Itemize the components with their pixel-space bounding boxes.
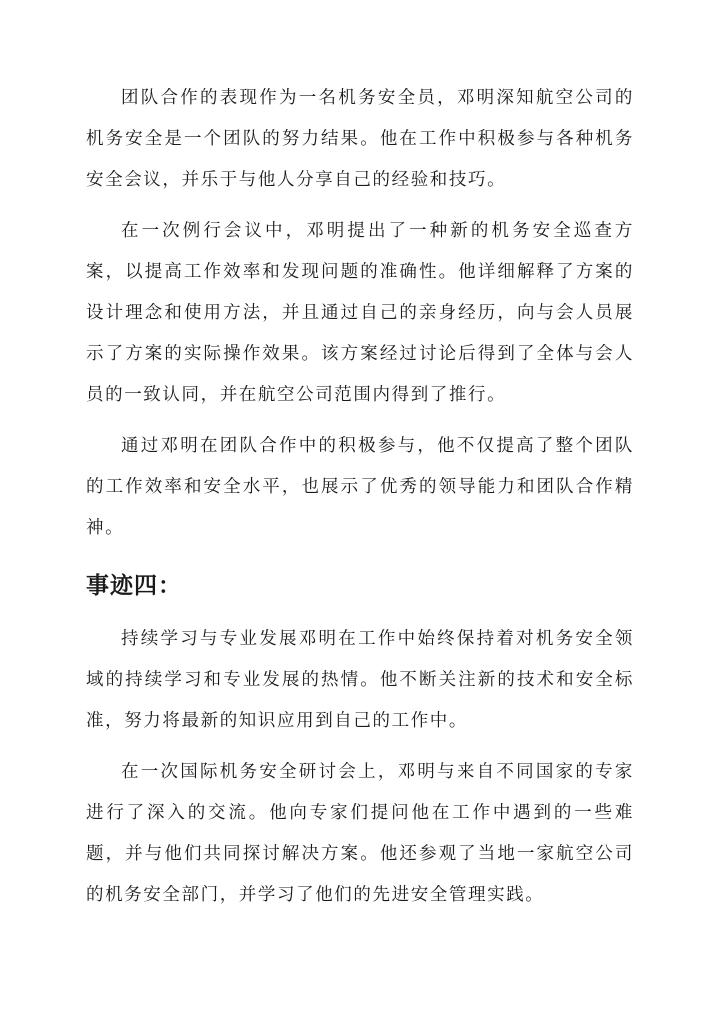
paragraph-international-seminar: 在一次国际机务安全研讨会上，邓明与来自不同国家的专家进行了深入的交流。他向专家们提问他在工作中遇到的一些难题，并与他们共同探讨解决方案。他还参观了当地一家航空公司的机务安全部门，并学习了他们的先进安全管理实践。	[86, 762, 634, 905]
section-heading-deed-four: 事迹四：	[86, 573, 182, 599]
paragraph-teamwork-summary: 通过邓明在团队合作中的积极参与，他不仅提高了整个团队的工作效率和安全水平，也展示了优秀的领导能力和团队合作精神。	[86, 436, 634, 538]
paragraph-teamwork-intro: 团队合作的表现作为一名机务安全员，邓明深知航空公司的机务安全是一个团队的努力结果。他在工作中积极参与各种机务安全会议，并乐于与他人分享自己的经验和技巧。	[86, 88, 634, 190]
document-body	[86, 78, 634, 916]
paragraph-continuous-learning: 持续学习与专业发展邓明在工作中始终保持着对机务安全领域的持续学习和专业发展的热情。他不断关注新的技术和安全标准，努力将最新的知识应用到自己的工作中。	[86, 629, 634, 731]
paragraph-inspection-proposal: 在一次例行会议中，邓明提出了一种新的机务安全巡查方案，以提高工作效率和发现问题的准确性。他详细解释了方案的设计理念和使用方法，并且通过自己的亲身经历，向与会人员展示了方案的实际操作效果。该方案经过讨论后得到了全体与会人员的一致认同，并在航空公司范围内得到了推行。	[86, 221, 634, 405]
